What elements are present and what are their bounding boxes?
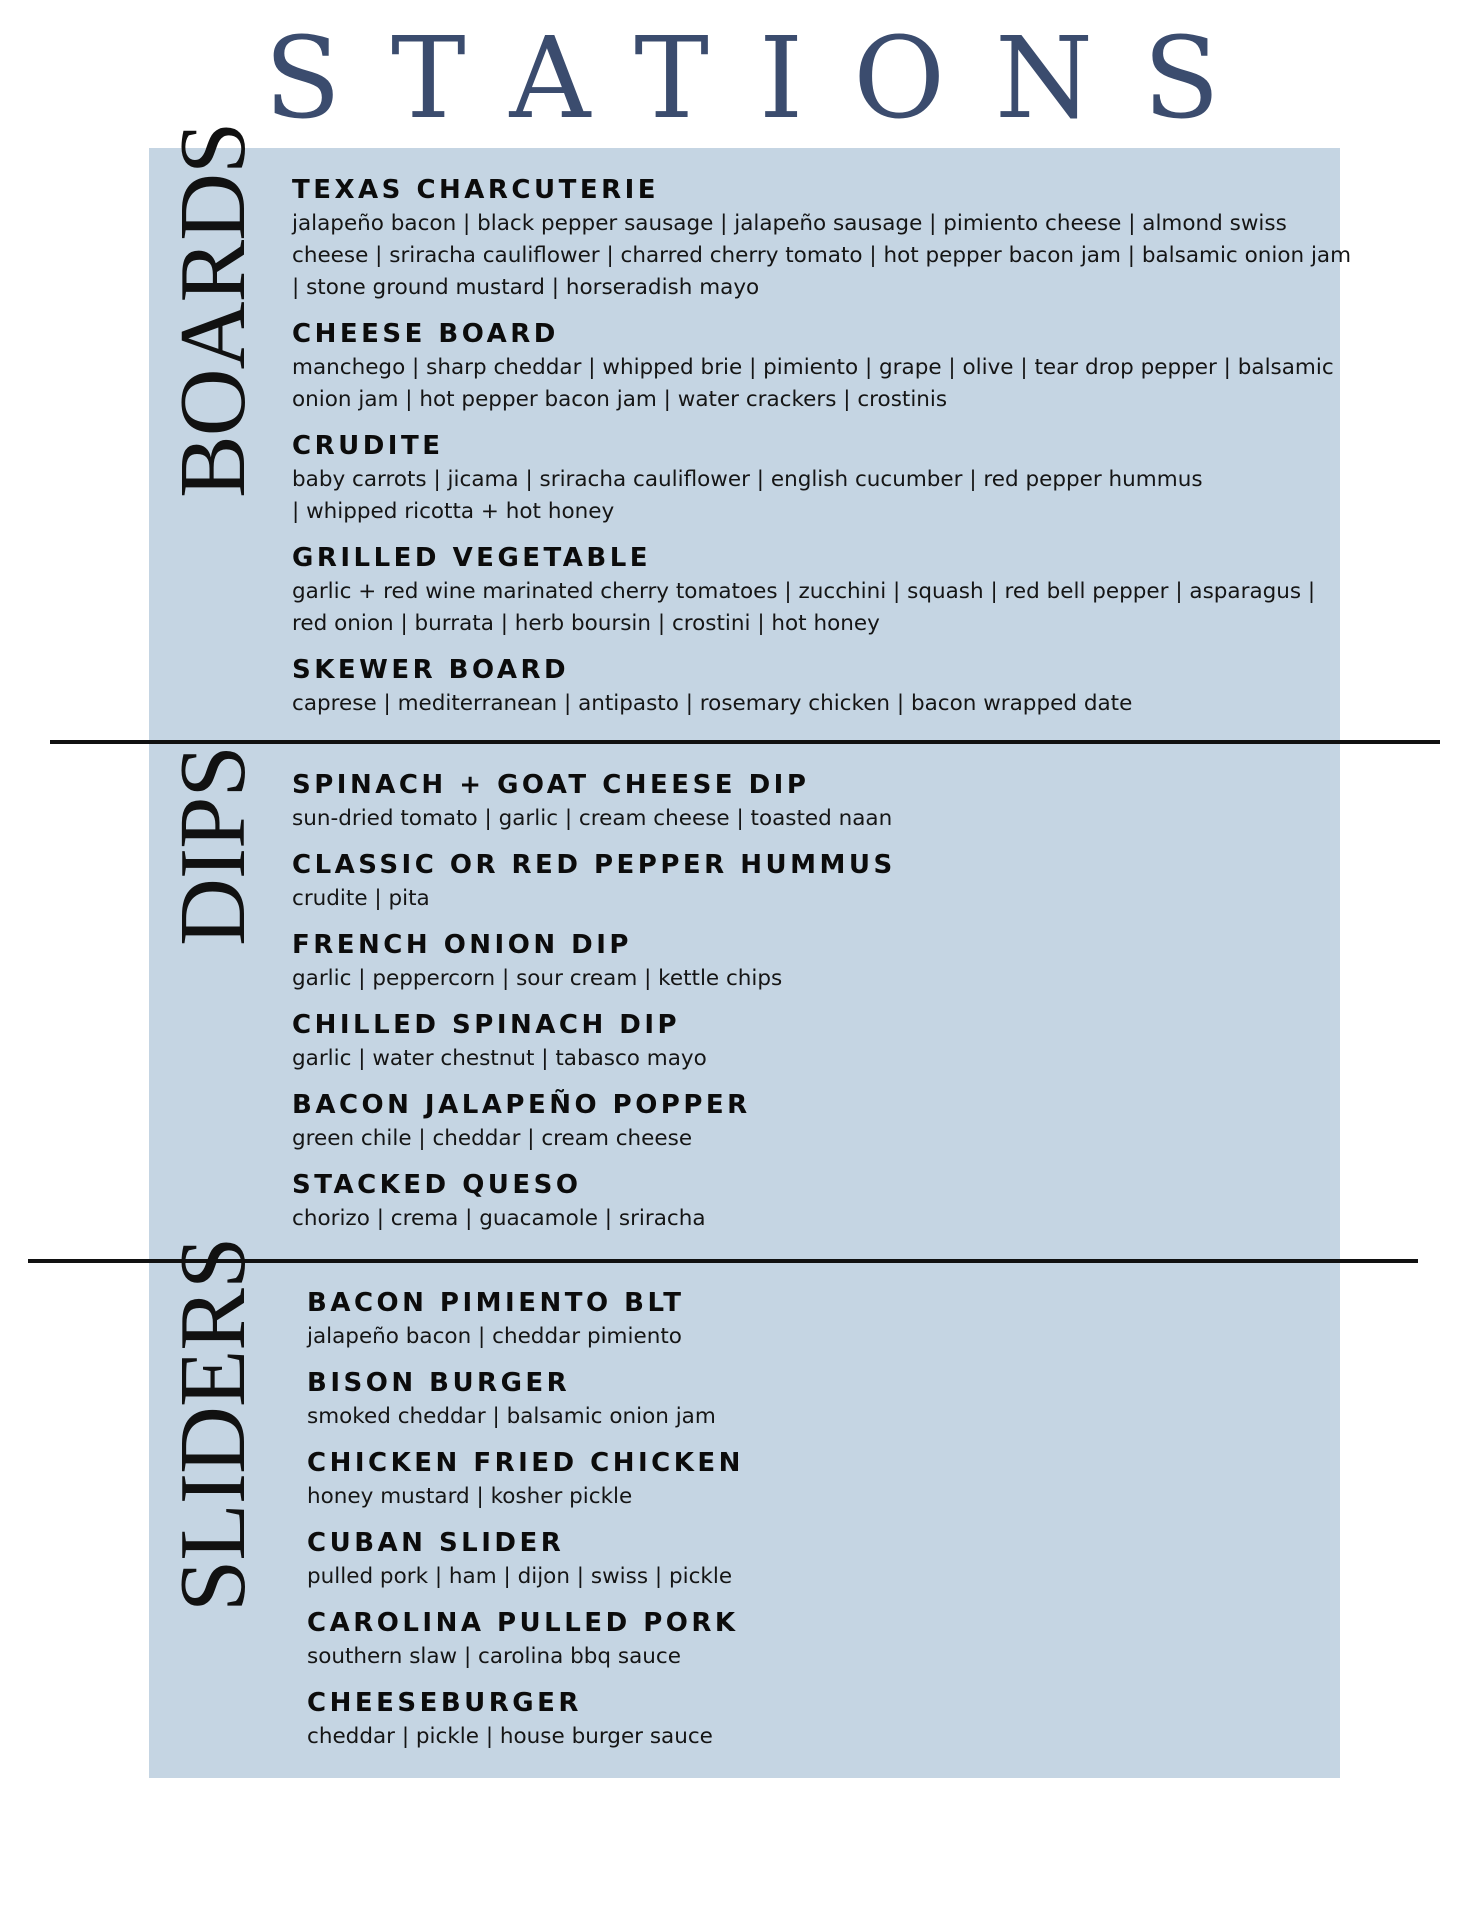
- item-title: SPINACH + GOAT CHEESE DIP: [292, 770, 810, 800]
- section-label-dips: DIPS: [161, 746, 265, 946]
- item-title: BACON JALAPEÑO POPPER: [292, 1090, 751, 1120]
- item-title: CHEESEBURGER: [307, 1688, 582, 1718]
- menu-item: [307, 1605, 1367, 1673]
- menu-item: [307, 1445, 1367, 1513]
- menu-item: [292, 847, 1352, 915]
- boards-items: [292, 172, 1352, 732]
- menu-item: [292, 428, 1352, 528]
- menu-item: [292, 172, 1352, 304]
- item-title: BACON PIMIENTO BLT: [307, 1288, 685, 1318]
- section-label-boards: BOARDS: [161, 122, 265, 498]
- item-description: pulled pork | ham | dijon | swiss | pickle: [307, 1564, 733, 1589]
- item-description: honey mustard | kosher pickle: [307, 1484, 633, 1509]
- item-description: cheddar | pickle | house burger sauce: [307, 1724, 713, 1749]
- menu-item: [292, 767, 1352, 835]
- menu-item: [307, 1285, 1367, 1353]
- item-title: BISON BURGER: [307, 1368, 571, 1398]
- item-description: baby carrots | jicama | sriracha cauliflower | english cucumber | red pepper hummus | whipped ricotta + hot honey: [292, 467, 1203, 524]
- menu-item: [292, 316, 1352, 416]
- item-description: green chile | cheddar | cream cheese: [292, 1126, 693, 1151]
- item-description: chorizo | crema | guacamole | sriracha: [292, 1206, 706, 1231]
- item-title: STACKED QUESO: [292, 1170, 582, 1200]
- item-title: CUBAN SLIDER: [307, 1528, 565, 1558]
- item-title: FRENCH ONION DIP: [292, 930, 632, 960]
- section-label-sliders: SLIDERS: [161, 1237, 265, 1612]
- item-title: CLASSIC OR RED PEPPER HUMMUS: [292, 850, 896, 880]
- item-description: southern slaw | carolina bbq sauce: [307, 1644, 681, 1669]
- menu-item: [292, 1167, 1352, 1235]
- menu-item: [292, 927, 1352, 995]
- dips-items: [292, 767, 1352, 1247]
- item-title: SKEWER BOARD: [292, 655, 570, 685]
- item-title: CHEESE BOARD: [292, 319, 559, 349]
- item-title: TEXAS CHARCUTERIE: [292, 175, 660, 205]
- item-description: sun-dried tomato | garlic | cream cheese | toasted naan: [292, 806, 893, 831]
- item-description: smoked cheddar | balsamic onion jam: [307, 1404, 716, 1429]
- menu-item: [307, 1365, 1367, 1433]
- item-title: CHILLED SPINACH DIP: [292, 1010, 681, 1040]
- menu-item: [292, 540, 1352, 640]
- menu-item: [307, 1525, 1367, 1593]
- item-description: garlic | peppercorn | sour cream | kettle chips: [292, 966, 783, 991]
- item-description: garlic | water chestnut | tabasco mayo: [292, 1046, 707, 1071]
- item-description: manchego | sharp cheddar | whipped brie | pimiento | grape | olive | tear drop pepper | balsamic onion jam | hot pepper bacon jam | water crackers | crostinis: [292, 355, 1334, 412]
- section-divider: [50, 740, 1440, 744]
- item-description: jalapeño bacon | black pepper sausage | jalapeño sausage | pimiento cheese | almond swiss cheese | sriracha cauliflower | charred cherry tomato | hot pepper bacon jam | balsamic onion jam | stone ground mustard | horseradish mayo: [292, 211, 1352, 300]
- sliders-items: [307, 1285, 1367, 1765]
- menu-item: [292, 652, 1352, 720]
- menu-item: [292, 1087, 1352, 1155]
- menu-item: [292, 1007, 1352, 1075]
- item-description: jalapeño bacon | cheddar pimiento: [307, 1324, 682, 1349]
- menu-item: [307, 1685, 1367, 1753]
- page-title: STATIONS: [264, 14, 1270, 144]
- item-title: CRUDITE: [292, 431, 444, 461]
- item-title: CHICKEN FRIED CHICKEN: [307, 1448, 744, 1478]
- item-title: CAROLINA PULLED PORK: [307, 1608, 739, 1638]
- item-description: garlic + red wine marinated cherry tomatoes | zucchini | squash | red bell pepper | asparagus | red onion | burrata | herb boursin | crostini | hot honey: [292, 579, 1316, 636]
- item-description: caprese | mediterranean | antipasto | rosemary chicken | bacon wrapped date: [292, 691, 1133, 716]
- item-description: crudite | pita: [292, 886, 430, 911]
- item-title: GRILLED VEGETABLE: [292, 543, 652, 573]
